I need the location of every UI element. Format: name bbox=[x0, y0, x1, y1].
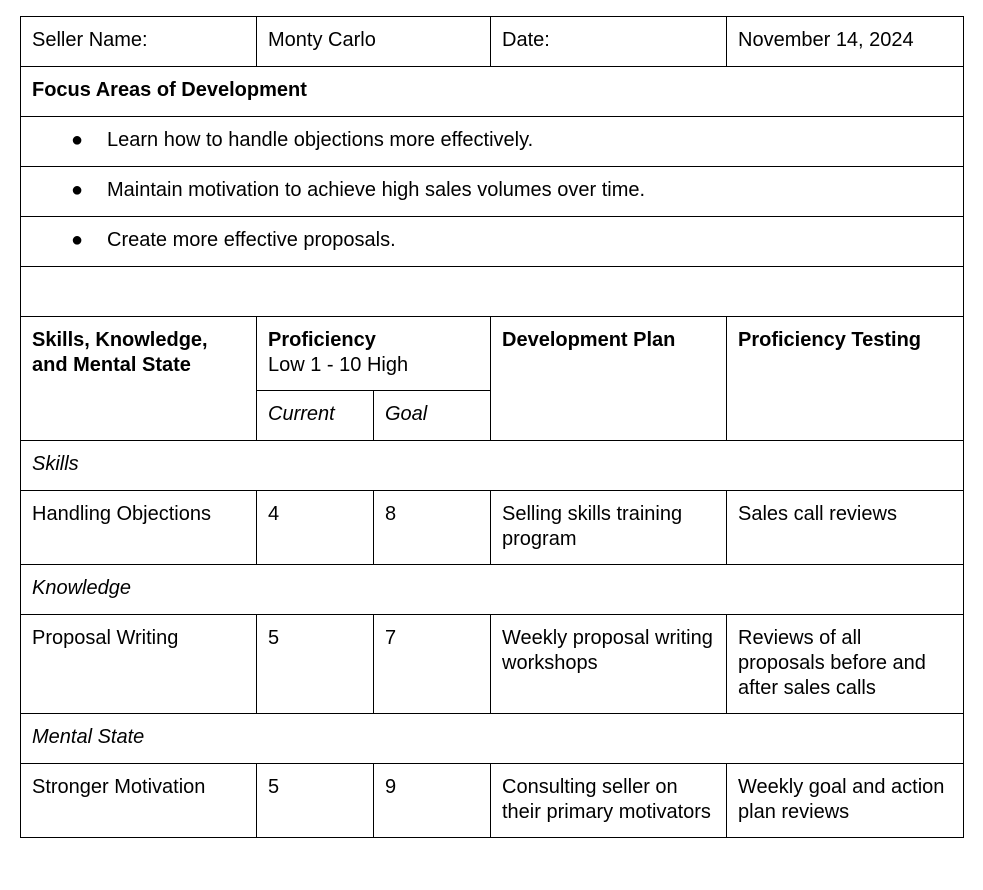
proficiency-testing-cell: Weekly goal and action plan reviews bbox=[727, 764, 964, 838]
focus-item bbox=[21, 167, 964, 217]
proficiency-scale: Low 1 - 10 High bbox=[268, 354, 409, 376]
date-value: November 14, 2024 bbox=[727, 17, 964, 67]
seller-info-row bbox=[21, 17, 964, 67]
category-row bbox=[21, 714, 964, 764]
bullet-icon: ● bbox=[71, 179, 84, 201]
focus-item-text: Create more effective proposals. bbox=[107, 229, 396, 251]
focus-areas-title: Focus Areas of Development bbox=[21, 67, 964, 117]
proficiency-column-header bbox=[257, 317, 491, 391]
table-row bbox=[21, 615, 964, 714]
development-plan-header: Development Plan bbox=[491, 317, 727, 441]
seller-name-value: Monty Carlo bbox=[257, 17, 491, 67]
focus-item bbox=[21, 217, 964, 267]
proficiency-testing-cell: Sales call reviews bbox=[727, 491, 964, 565]
development-plan-cell: Selling skills training program bbox=[491, 491, 727, 565]
proficiency-title: Proficiency bbox=[268, 329, 376, 351]
current-value: 4 bbox=[257, 491, 374, 565]
seller-name-label: Seller Name: bbox=[21, 17, 257, 67]
skill-name: Proposal Writing bbox=[21, 615, 257, 714]
development-plan-cell: Weekly proposal writing workshops bbox=[491, 615, 727, 714]
goal-value: 7 bbox=[374, 615, 491, 714]
goal-value: 9 bbox=[374, 764, 491, 838]
table-row bbox=[21, 764, 964, 838]
category-row bbox=[21, 441, 964, 491]
category-row bbox=[21, 565, 964, 615]
focus-item bbox=[21, 117, 964, 167]
column-header-row bbox=[21, 317, 964, 391]
proficiency-testing-header: Proficiency Testing bbox=[727, 317, 964, 441]
goal-value: 8 bbox=[374, 491, 491, 565]
proficiency-testing-cell: Reviews of all proposals before and after sales calls bbox=[727, 615, 964, 714]
focus-title-row bbox=[21, 67, 964, 117]
table-row bbox=[21, 491, 964, 565]
date-label: Date: bbox=[491, 17, 727, 67]
current-column-header: Current bbox=[257, 391, 374, 441]
current-value: 5 bbox=[257, 615, 374, 714]
focus-item-text: Learn how to handle objections more effectively. bbox=[107, 129, 534, 151]
category-label: Mental State bbox=[21, 714, 964, 764]
goal-column-header: Goal bbox=[374, 391, 491, 441]
development-plan-cell: Consulting seller on their primary motivators bbox=[491, 764, 727, 838]
focus-item-text: Maintain motivation to achieve high sales volumes over time. bbox=[107, 179, 646, 201]
spacer-row bbox=[21, 267, 964, 317]
skills-column-header: Skills, Knowledge, and Mental State bbox=[21, 317, 257, 441]
category-label: Knowledge bbox=[21, 565, 964, 615]
current-value: 5 bbox=[257, 764, 374, 838]
development-plan-table bbox=[20, 16, 964, 838]
bullet-icon: ● bbox=[71, 229, 84, 251]
skill-name: Stronger Motivation bbox=[21, 764, 257, 838]
skill-name: Handling Objections bbox=[21, 491, 257, 565]
category-label: Skills bbox=[21, 441, 964, 491]
bullet-icon: ● bbox=[71, 129, 84, 151]
